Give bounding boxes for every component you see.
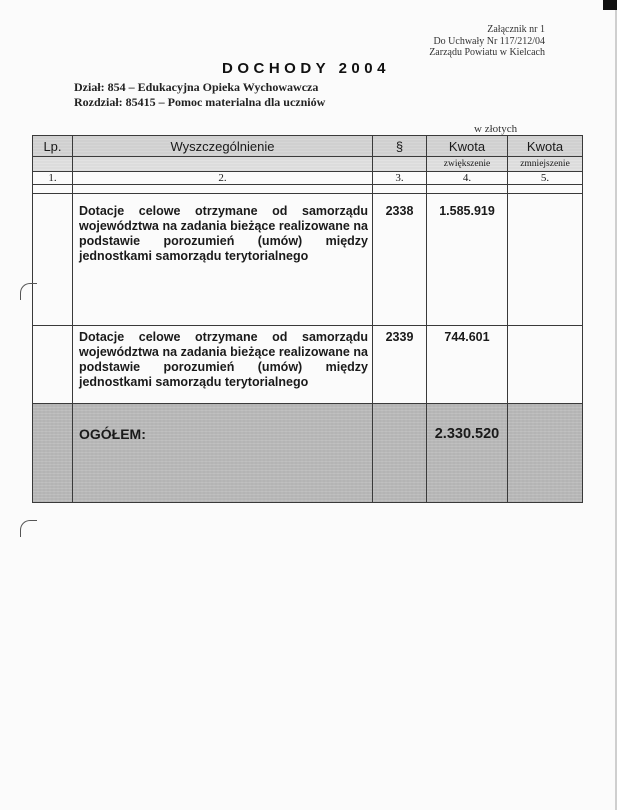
- total-amount-increase: 2.330.520: [427, 404, 508, 503]
- subheader-increase: zwiększenie: [427, 157, 508, 172]
- row-amount-increase: 744.601: [427, 326, 508, 404]
- row-amount-decrease: [508, 326, 583, 404]
- row-paragraph: 2338: [373, 194, 427, 326]
- row-description: Dotacje celowe otrzymane od samorządu województwa na zadania bieżące realizowane na podstawie porozumień (umów) między jednostkami samorządu terytorialnego: [73, 194, 373, 326]
- header-amount-decrease: Kwota: [508, 136, 583, 157]
- punch-hole-mark: [20, 283, 37, 300]
- document-title: DOCHODY 2004: [222, 60, 390, 77]
- spacer-row: [33, 185, 583, 194]
- corner-scan-mark: [603, 0, 617, 10]
- income-table: [32, 135, 583, 503]
- table-subheader-row: [33, 157, 583, 172]
- subheader-decrease: zmniejszenie: [508, 157, 583, 172]
- row-description: Dotacje celowe otrzymane od samorządu województwa na zadania bieżące realizowane na podstawie porozumień (umów) między jednostkami samorządu terytorialnego: [73, 326, 373, 404]
- row-paragraph: 2339: [373, 326, 427, 404]
- header-paragraph: §: [373, 136, 427, 157]
- dzial-line: Dział: 854 – Edukacyjna Opieka Wychowawcza: [74, 80, 319, 94]
- unit-note: w złotych: [474, 123, 518, 135]
- table-row: [33, 326, 583, 404]
- column-number: 5.: [508, 172, 583, 185]
- attachment-line-1: Załącznik nr 1: [487, 24, 545, 35]
- attachment-note: [400, 24, 545, 59]
- header-amount-increase: Kwota: [427, 136, 508, 157]
- punch-hole-mark: [20, 520, 37, 537]
- total-label: OGÓŁEM:: [73, 404, 373, 503]
- row-amount-increase: 1.585.919: [427, 194, 508, 326]
- header-description: Wyszczególnienie: [73, 136, 373, 157]
- column-number-row: [33, 172, 583, 185]
- row-amount-decrease: [508, 194, 583, 326]
- rozdzial-line: Rozdział: 85415 – Pomoc materialna dla uczniów: [74, 95, 326, 109]
- total-row: [33, 404, 583, 503]
- column-number: 3.: [373, 172, 427, 185]
- attachment-line-2: Do Uchwały Nr 117/212/04: [433, 35, 545, 47]
- column-number: 2.: [73, 172, 373, 185]
- column-number: 4.: [427, 172, 508, 185]
- attachment-line-3: Zarządu Powiatu w Kielcach: [429, 47, 545, 58]
- header-lp: Lp.: [33, 136, 73, 157]
- table-row: [33, 194, 583, 326]
- table-header-row: [33, 136, 583, 157]
- column-number: 1.: [33, 172, 73, 185]
